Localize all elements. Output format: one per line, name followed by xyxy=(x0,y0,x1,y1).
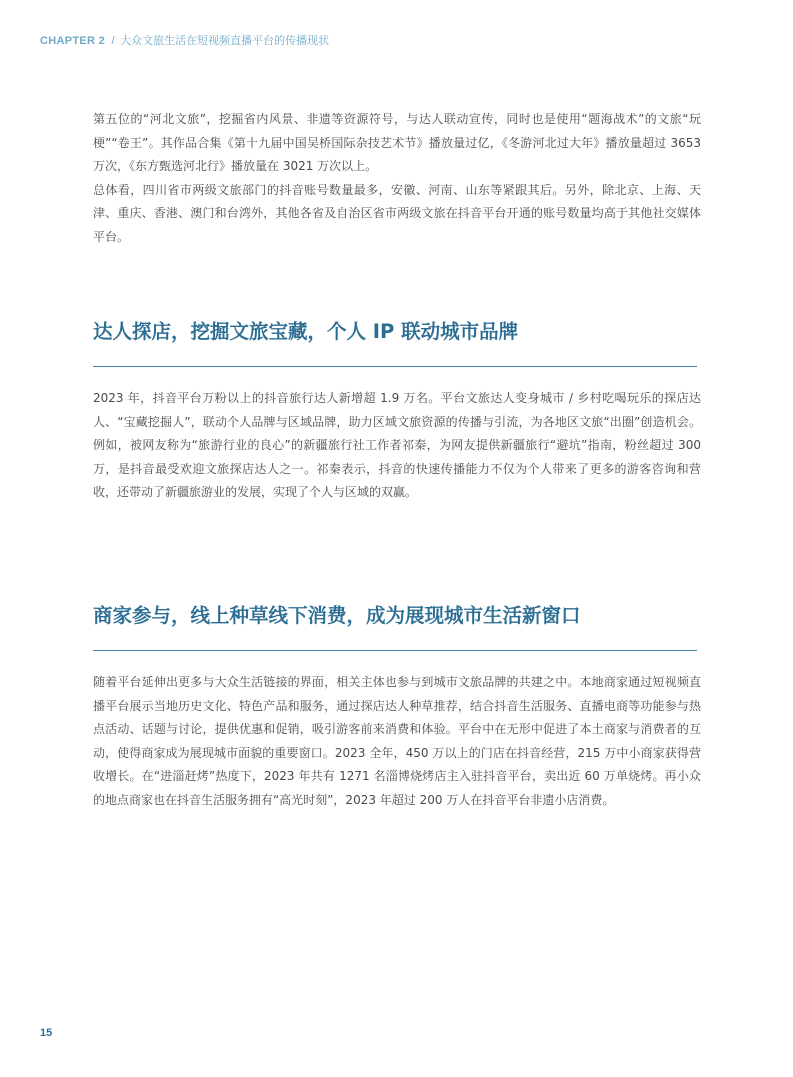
section-merchants xyxy=(93,602,701,812)
section-paragraph: 随着平台延伸出更多与大众生活链接的界面，相关主体也参与到城市文旅品牌的共建之中。本地商家通过短视频直播平台展示当地历史文化、特色产品和服务，通过探店达人种草推荐，结合抖音生活服务、直播电商等功能参与热点活动、话题与讨论，提供优惠和促销，吸引游客前来消费和体验。平台中在无形中促进了本土商家与消费者的互动，使得商家成为展现城市面貌的重要窗口。2023 全年，450 万以上的门店在抖音经营，215 万中小商家获得营收增长。在“进淄赶烤”热度下，2023 年共有 1271 名淄博烧烤店主入驻抖音平台，卖出近 60 万单烧烤。再小众的地点商家也在抖音生活服务拥有“高光时刻”，2023 年超过 200 万人在抖音平台非遗小店消费。 xyxy=(93,675,701,807)
section-heading: 达人探店，挖掘文旅宝藏，个人 IP 联动城市品牌 xyxy=(93,320,519,343)
intro-block xyxy=(93,108,701,249)
intro-paragraph-2: 总体看，四川省市两级文旅部门的抖音账号数量最多，安徽、河南、山东等紧跟其后。另外，除北京、上海、天津、重庆、香港、澳门和台湾外，其他各省及自治区省市两级文旅在抖音平台开通的账号数量均高于其他社交媒体平台。 xyxy=(93,182,701,244)
section-influencer xyxy=(93,318,701,505)
header-separator: / xyxy=(111,35,115,47)
intro-paragraph-1: 第五位的“河北文旅”，挖掘省内风景、非遗等资源符号，与达人联动宣传，同时也是使用“题海战术”的文旅“玩梗”“卷王”。其作品合集《第十九届中国吴桥国际杂技艺术节》播放量过亿，《冬游河北过大年》播放量超过 3653 万次，《东方甄选河北行》播放量在 3021 万次以上。 xyxy=(93,112,701,173)
section-divider xyxy=(93,650,697,651)
chapter-title: 大众文旅生活在短视频直播平台的传播现状 xyxy=(120,34,330,47)
section-heading: 商家参与，线上种草线下消费，成为展现城市生活新窗口 xyxy=(93,604,581,627)
page-number: 15 xyxy=(40,1027,53,1039)
running-header xyxy=(40,34,329,48)
section-paragraph: 2023 年，抖音平台万粉以上的抖音旅行达人新增超 1.9 万名。平台文旅达人变身城市 / 乡村吃喝玩乐的探店达人、“宝藏挖掘人”，联动个人品牌与区域品牌，助力区域文旅资源的传播与引流，为各地区文旅“出圈”创造机会。例如，被网友称为“旅游行业的良心”的新疆旅行社工作者祁秦，为网友提供新疆旅行“避坑”指南，粉丝超过 300 万，是抖音最受欢迎文旅探店达人之一。祁秦表示，抖音的快速传播能力不仅为个人带来了更多的游客咨询和营收，还带动了新疆旅游业的发展，实现了个人与区域的双赢。 xyxy=(93,391,701,499)
section-divider xyxy=(93,366,697,367)
chapter-label: CHAPTER 2 xyxy=(40,35,106,47)
